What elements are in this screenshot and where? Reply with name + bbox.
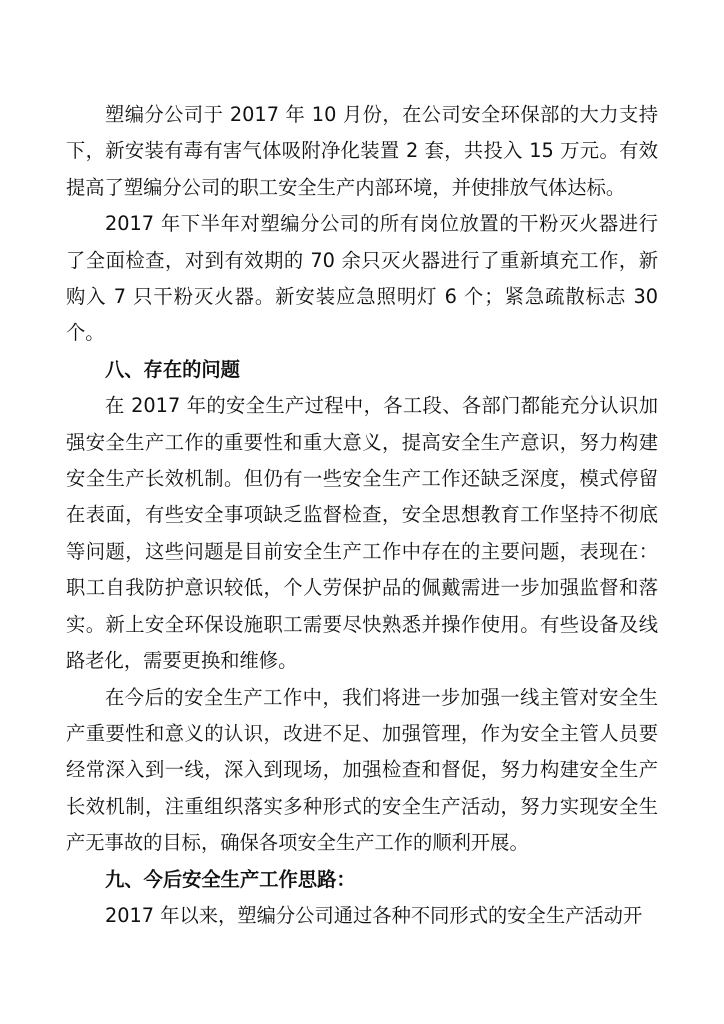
document-body: [66, 97, 658, 934]
paragraph-since-2017: 2017 年以来，塑编分公司通过各种不同形式的安全生产活动开: [105, 903, 643, 927]
paragraph-purification-install: 塑编分公司于 2017 年 10 月份，在公司安全环保部的大力支持下，新安装有毒有害气体吸附净化装置 2 套，共投入 15 万元。有效提高了塑编分公司的职工安全生产内部环境，并使排放气体达标。: [66, 103, 658, 199]
paragraph-fire-extinguishers: 2017 年下半年对塑编分公司的所有岗位放置的干粉灭火器进行了全面检查，对到有效期的 70 余只灭火器进行了重新填充工作，新购入 7 只干粉灭火器。新安装应急照明灯 6 个；紧急疏散标志 30 个。: [66, 212, 658, 345]
paragraph-problems-detail: 在 2017 年的安全生产过程中，各工段、各部门都能充分认识加强安全生产工作的重要性和重大意义，提高安全生产意识，努力构建安全生产长效机制。但仍有一些安全生产工作还缺乏深度，模式停留在表面，有些安全事项缺乏监督检查，安全思想教育工作坚持不彻底等问题，这些问题是目前安全生产工作中存在的主要问题，表现在：职工自我防护意识较低，个人劳保护品的佩戴需进一步加强监督和落实。新上安全环保设施职工需要尽快熟悉并操作使用。有些设备及线路老化，需要更换和维修。: [66, 394, 658, 673]
section-heading-future-ideas: 九、今后安全生产工作思路：: [105, 867, 356, 891]
section-heading-existing-problems: 八、存在的问题: [105, 357, 240, 381]
paragraph-future-work: 在今后的安全生产工作中，我们将进一步加强一线主管对安全生产重要性和意义的认识，改进不足、加强管理，作为安全主管人员要经常深入到一线，深入到现场，加强检查和督促，努力构建安全生产长效机制，注重组织落实多种形式的安全生产活动，努力实现安全生产无事故的目标，确保各项安全生产工作的顺利开展。: [66, 685, 658, 855]
